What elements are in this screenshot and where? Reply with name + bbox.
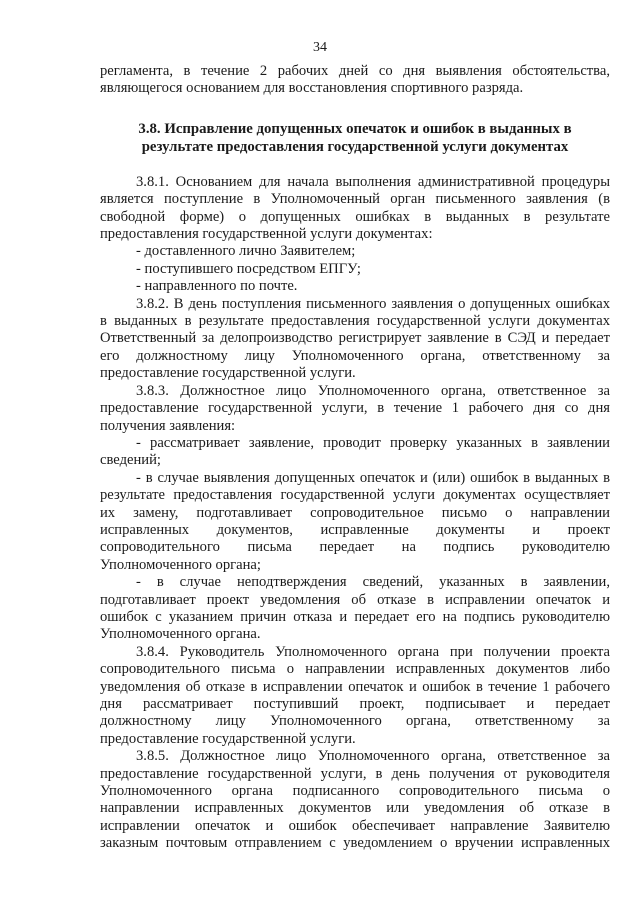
heading-line: результате предоставления государственной услуги документах: [141, 138, 569, 155]
text-line: сведений;: [100, 452, 161, 469]
paragraph-3-8-5: [100, 748, 610, 852]
text-line: - рассматривает заявление, проводит проверку указанных в заявлении: [136, 434, 610, 451]
text-line: результате предоставления государственной услуги документах осуществляет: [100, 487, 610, 504]
text-line: - в случае выявления допущенных опечаток и (или) ошибок в выданных в: [136, 469, 610, 486]
text-line: заказным почтовым отправлением с уведомлением о вручении исправленных: [100, 835, 610, 852]
text-line: сопроводительного письма передает на подпись руководителю: [100, 539, 610, 556]
text-line: предоставление государственной услуги.: [100, 365, 356, 382]
text-line: направлении исправленных документов или уведомления об отказе в: [100, 800, 610, 817]
text-line: дня рассматривает поступивший проект, подписывает и передает: [100, 696, 610, 712]
text-line: в выданных в результате предоставления государственной услуги документах: [100, 313, 610, 330]
text-line: уведомления об отказе в исправлении опечаток и ошибок в течение 1 рабочего: [100, 678, 610, 695]
list-item: - поступившего посредством ЕПГУ;: [136, 260, 361, 277]
paragraph-3-8-2: [100, 296, 610, 383]
text-line: получения заявления:: [100, 417, 236, 434]
text-line: 3.8.3. Должностное лицо Уполномоченного органа, ответственное за: [136, 382, 610, 399]
text-line: 3.8.1. Основанием для начала выполнения административной процедуры: [136, 173, 610, 190]
text-line: исправлении опечаток и ошибок обеспечивает направление Заявителю: [100, 817, 610, 834]
text-line: Уполномоченного органа.: [100, 626, 261, 643]
text-line: Ответственный за делопроизводство регистрирует заявление в СЭД и передает: [100, 330, 610, 347]
text-line: ошибок с указанием причин отказа и передает его на подпись руководителю: [100, 608, 610, 625]
text-line: исправленных документов, исправленные документы и проект: [100, 521, 610, 538]
text-line: регламента, в течение 2 рабочих дней со дня выявления обстоятельства,: [100, 63, 610, 79]
paragraph-3-8-3: [100, 383, 610, 644]
list-item: - направленного по почте.: [136, 278, 298, 295]
text-line: 3.8.5. Должностное лицо Уполномоченного органа, ответственное за: [136, 748, 610, 765]
text-line: Уполномоченного органа;: [100, 556, 261, 573]
text-line: сопроводительного письма о направлении исправленных документов либо: [100, 661, 610, 678]
intro-paragraph: [100, 63, 610, 98]
text-line: предоставления государственной услуги документах:: [100, 226, 433, 243]
text-line: предоставление государственной услуги, в течение 1 рабочего дня со дня: [100, 400, 610, 417]
text-line: подготавливает проект уведомления об отказе в исправлении опечаток и: [100, 591, 610, 608]
text-line: являющегося основанием для восстановления спортивного разряда.: [100, 80, 524, 97]
text-line: свободной форме) о допущенных ошибках в выданных в результате: [100, 208, 610, 225]
text-line: предоставление государственной услуги, в день получения от руководителя: [100, 765, 610, 782]
paragraph-3-8-4: [100, 644, 610, 748]
text-line: 3.8.4. Руководитель Уполномоченного органа при получении проекта: [136, 643, 610, 660]
text-line: - в случае неподтверждения сведений, указанных в заявлении,: [136, 574, 610, 591]
heading-line: 3.8. Исправление допущенных опечаток и ошибок в выданных в: [138, 120, 572, 137]
text-line: 3.8.2. В день поступления письменного заявления о допущенных ошибках: [136, 295, 610, 312]
paragraph-3-8-1: [100, 174, 610, 296]
text-line: их замену, подготавливает сопроводительное письмо о направлении: [100, 504, 610, 521]
list-item: - доставленного лично Заявителем;: [136, 243, 356, 260]
text-line: должностному лицу Уполномоченного органа, ответственному за: [100, 713, 610, 730]
text-line: является поступление в Уполномоченный орган письменного заявления (в: [100, 191, 610, 208]
section-heading: [100, 120, 610, 156]
text-line: его должностному лицу Уполномоченного органа, ответственному за: [100, 347, 610, 364]
page-number: 34: [313, 40, 327, 55]
text-line: Уполномоченного органа подписанного сопроводительного письма о: [100, 783, 610, 800]
document-body: [100, 63, 610, 853]
text-line: предоставление государственной услуги.: [100, 730, 356, 747]
